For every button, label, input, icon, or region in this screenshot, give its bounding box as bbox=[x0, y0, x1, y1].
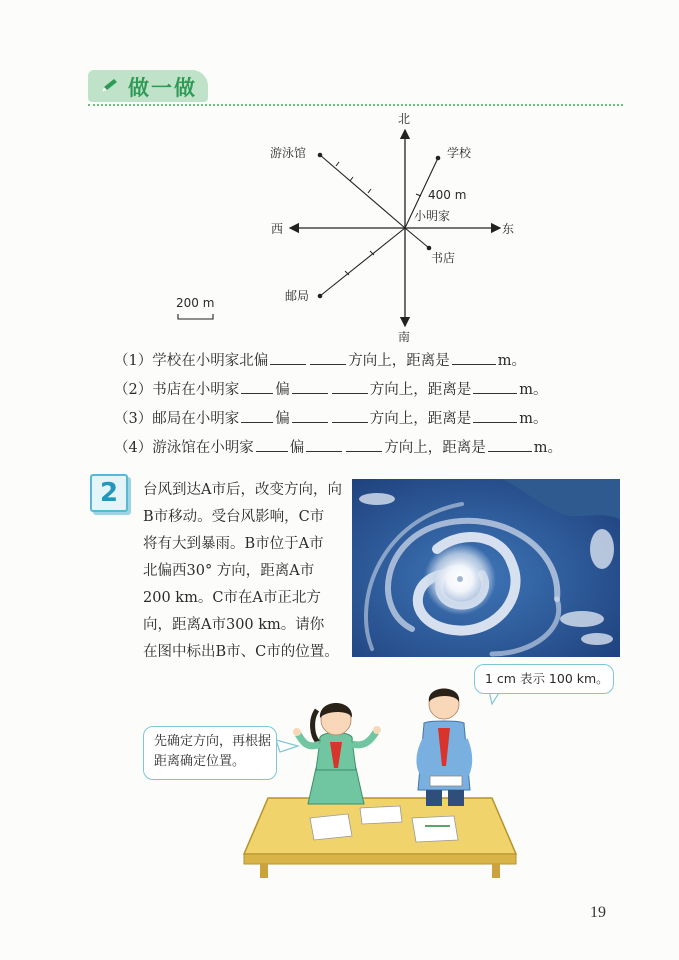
question-1: （1）学校在小明家北偏 方向上，距离是 m。 bbox=[114, 350, 526, 371]
answer-blank[interactable] bbox=[306, 437, 342, 452]
speech-bubble-girl bbox=[143, 726, 277, 780]
question-3: （3）邮局在小明家 偏 方向上，距离是 m。 bbox=[114, 408, 547, 429]
label-east: 东 bbox=[502, 222, 515, 236]
problem-line: 200 km。C市在A市正北方 bbox=[143, 590, 321, 606]
label-pool: 游泳馆 bbox=[270, 146, 307, 160]
answer-blank[interactable] bbox=[241, 408, 273, 423]
problem-line: 向，距离A市300 km。请你 bbox=[143, 617, 325, 633]
page-number: 19 bbox=[590, 904, 606, 921]
label-north: 北 bbox=[398, 112, 411, 126]
answer-blank[interactable] bbox=[256, 437, 288, 452]
answer-blank[interactable] bbox=[292, 379, 328, 394]
answer-blank[interactable] bbox=[332, 379, 368, 394]
problem-text bbox=[143, 477, 355, 666]
scale-label: 200 m bbox=[176, 296, 215, 310]
speech-text: 先确定方向，再根据距离确定位置。 bbox=[154, 734, 272, 769]
label-center-home: 小明家 bbox=[414, 209, 451, 223]
typhoon-satellite-image bbox=[352, 479, 620, 657]
problem-line: 在图中标出B市、C市的位置。 bbox=[143, 644, 339, 660]
ray-post-office bbox=[320, 228, 405, 296]
problem-number-badge bbox=[90, 474, 128, 512]
speech-text: 1 cm 表示 100 km。 bbox=[485, 671, 609, 686]
answer-blank[interactable] bbox=[310, 350, 346, 365]
post-office-point bbox=[318, 294, 323, 299]
answer-blank[interactable] bbox=[346, 437, 382, 452]
section-title: 做一做 bbox=[128, 76, 197, 100]
answer-blank[interactable] bbox=[292, 408, 328, 423]
ray-pool bbox=[320, 155, 405, 228]
problem-line: 台风到达A市后，改变方向，向 bbox=[143, 482, 342, 498]
girl-figure bbox=[293, 703, 381, 804]
answer-blank[interactable] bbox=[473, 408, 517, 423]
table bbox=[244, 798, 516, 854]
label-bookstore: 书店 bbox=[431, 251, 456, 265]
school-point bbox=[436, 156, 441, 161]
label-school: 学校 bbox=[447, 146, 472, 160]
scale-bar bbox=[178, 314, 213, 319]
answer-blank[interactable] bbox=[452, 350, 496, 365]
question-4: （4）游泳馆在小明家 偏 方向上，距离是 m。 bbox=[114, 437, 562, 458]
problem-line: 将有大到暴雨。B市位于A市 bbox=[143, 536, 324, 552]
problem-line: 北偏西30° 方向，距离A市 bbox=[143, 563, 315, 579]
answer-blank[interactable] bbox=[241, 379, 273, 394]
answer-blank[interactable] bbox=[473, 379, 517, 394]
direction-diagram bbox=[0, 0, 679, 360]
answer-blank[interactable] bbox=[270, 350, 306, 365]
label-south: 南 bbox=[398, 330, 411, 344]
problem-number: 2 bbox=[99, 478, 119, 508]
answer-blank[interactable] bbox=[332, 408, 368, 423]
label-distance-400m: 400 m bbox=[428, 188, 467, 202]
boy-figure bbox=[418, 689, 470, 807]
answer-blank[interactable] bbox=[488, 437, 532, 452]
label-west: 西 bbox=[271, 222, 284, 236]
problem-line: B市移动。受台风影响，C市 bbox=[143, 509, 325, 525]
pool-point bbox=[318, 153, 323, 158]
speech-bubble-boy bbox=[474, 664, 614, 694]
ray-bookstore bbox=[405, 228, 429, 248]
question-2: （2）书店在小明家 偏 方向上，距离是 m。 bbox=[114, 379, 547, 400]
bookstore-point bbox=[427, 246, 432, 251]
label-post-office: 邮局 bbox=[285, 289, 310, 303]
